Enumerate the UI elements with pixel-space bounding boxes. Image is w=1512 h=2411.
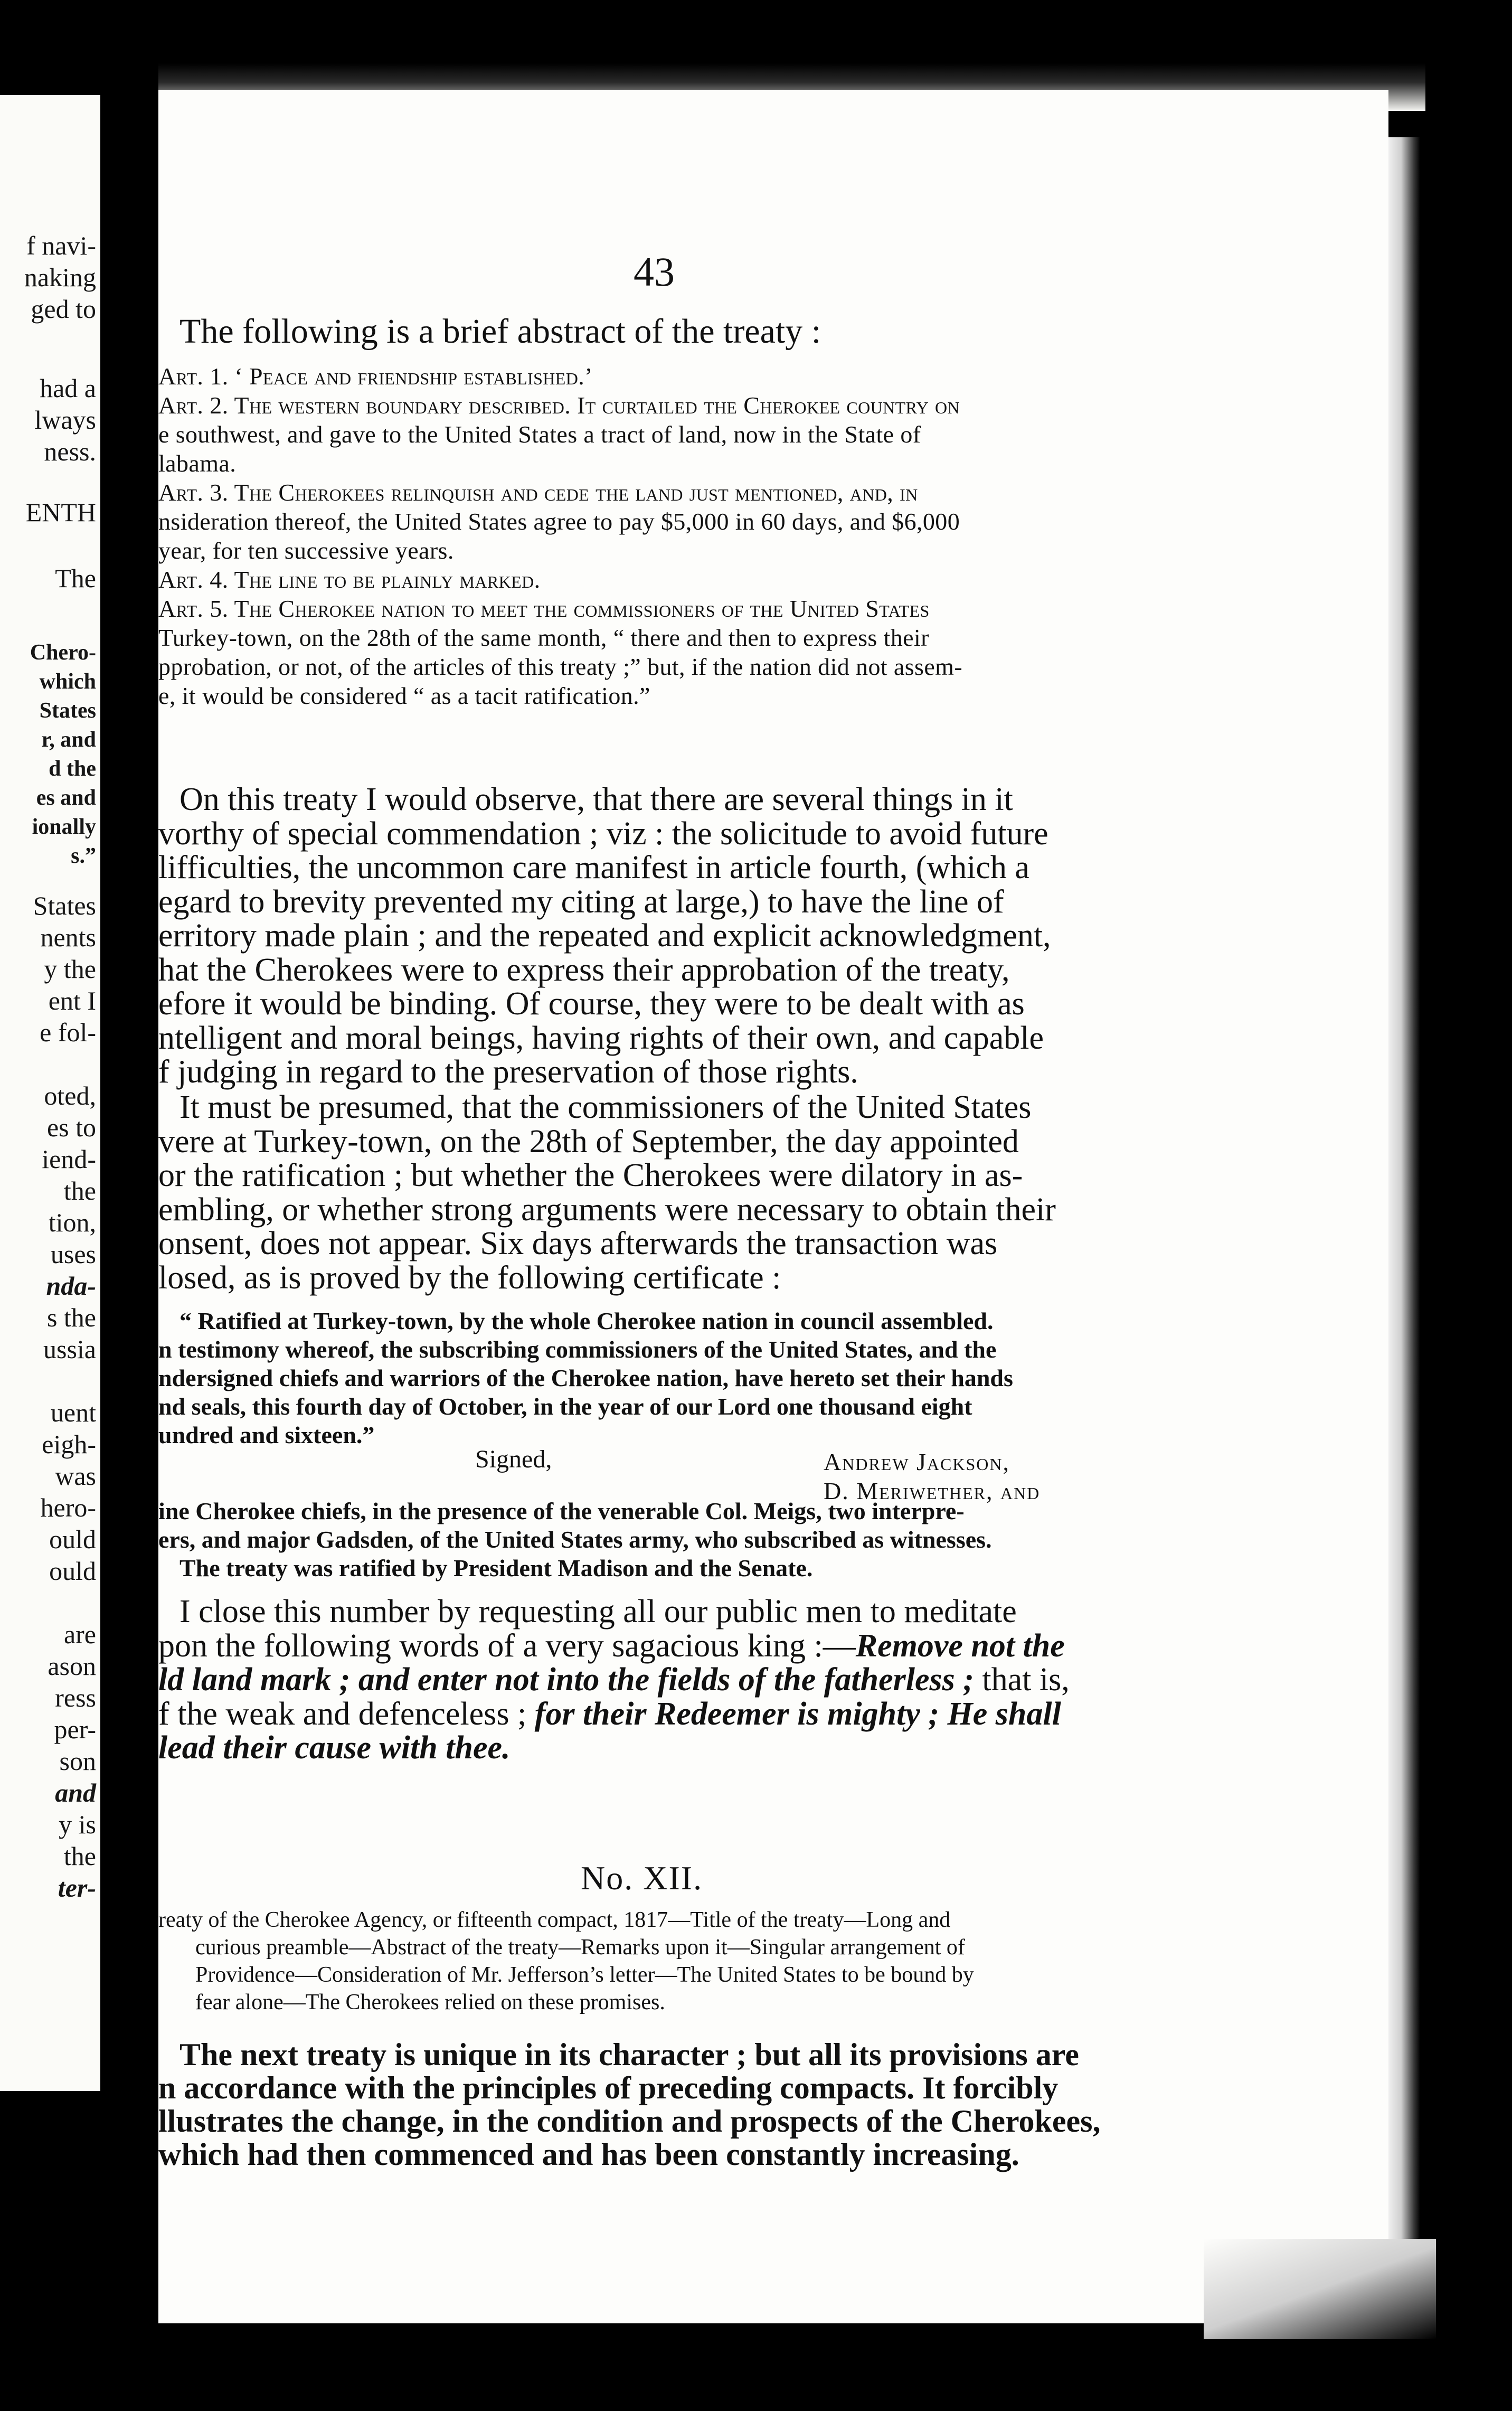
facing-page-word: States bbox=[33, 891, 96, 920]
synopsis-line: curious preamble—Abstract of the treaty—Remarks upon it—Singular arrangement of bbox=[195, 1935, 965, 1960]
closing-line-2-quote: Remove not the bbox=[855, 1627, 1065, 1664]
closing-line-5 bbox=[158, 1731, 1388, 1765]
observations-line: f judging in regard to the preservation of those rights. bbox=[158, 1054, 858, 1090]
presumed-line: losed, as is proved by the following certificate : bbox=[158, 1259, 781, 1296]
treaty-article-line: Art. 1. ‘ Peace and friendship established.’ bbox=[158, 363, 593, 390]
facing-page-fragment bbox=[0, 95, 100, 2091]
treaty-article-line: Art. 2. The western boundary described. It curtailed the Cherokee country on bbox=[158, 392, 960, 419]
closing-line-4-text: f the weak and defenceless ; bbox=[158, 1696, 535, 1732]
treaty-article-line: pprobation, or not, of the articles of this treaty ;” but, if the nation did not assem- bbox=[158, 653, 963, 680]
certificate-line: “ Ratified at Turkey-town, by the whole Cherokee nation in council assembled. bbox=[179, 1307, 994, 1334]
facing-page-word: nda- bbox=[46, 1271, 96, 1301]
facing-page-word: ould bbox=[49, 1556, 96, 1586]
abstract-heading: The following is a brief abstract of the treaty : bbox=[179, 312, 821, 351]
facing-page-word: lways bbox=[34, 405, 96, 435]
presumed-line: embling, or whether strong arguments were necessary to obtain their bbox=[158, 1191, 1056, 1228]
page-number: 43 bbox=[634, 249, 675, 295]
witness-line: ine Cherokee chiefs, in the presence of the venerable Col. Meigs, two interpre- bbox=[158, 1498, 965, 1524]
treaty-article-line: Turkey-town, on the 28th of the same month, “ there and then to express their bbox=[158, 624, 929, 651]
treaty-article-line: e, it would be considered “ as a tacit ratification.” bbox=[158, 682, 650, 709]
presumed-line: or the ratification ; but whether the Cherokees were dilatory in as- bbox=[158, 1157, 1023, 1193]
facing-page-word: eigh- bbox=[42, 1429, 96, 1459]
facing-page-word: es and bbox=[36, 786, 96, 810]
facing-page-word: hero- bbox=[40, 1493, 96, 1522]
certificate-line: nd seals, this fourth day of October, in the year of our Lord one thousand eight bbox=[158, 1393, 972, 1420]
synopsis-line: reaty of the Cherokee Agency, or fifteenth compact, 1817—Title of the treaty—Long and bbox=[158, 1908, 951, 1932]
facing-page-word: are bbox=[63, 1619, 96, 1649]
presumed-line: vere at Turkey-town, on the 28th of September, the day appointed bbox=[158, 1123, 1019, 1160]
certificate-line: ndersigned chiefs and warriors of the Cherokee nation, have hereto set their hands bbox=[158, 1364, 1013, 1391]
facing-page-word: had a bbox=[40, 373, 96, 403]
observations-line: efore it would be binding. Of course, they were to be dealt with as bbox=[158, 986, 1025, 1022]
facing-page-word: f navi- bbox=[26, 231, 96, 260]
observations-line: egard to brevity prevented my citing at large,) to have the line of bbox=[158, 883, 1004, 920]
facing-page-word: which bbox=[39, 670, 96, 694]
facing-page-word: s.” bbox=[71, 844, 96, 868]
paragraph-presumed bbox=[158, 1090, 1388, 1295]
facing-page-word: Chero- bbox=[30, 641, 96, 665]
facing-page-word: d the bbox=[49, 757, 96, 781]
certificate-line: n testimony whereof, the subscribing commissioners of the United States, and the bbox=[158, 1336, 997, 1363]
witness-line: The treaty was ratified by President Madison and the Senate. bbox=[179, 1555, 813, 1581]
observations-line: ntelligent and moral beings, having rights of their own, and capable bbox=[158, 1020, 1044, 1056]
final-line: llustrates the change, in the condition and prospects of the Cherokees, bbox=[158, 2104, 1101, 2139]
facing-page-word: tion, bbox=[48, 1208, 96, 1237]
facing-page-word: The bbox=[55, 563, 96, 593]
final-line: which had then commenced and has been constantly increasing. bbox=[158, 2137, 1019, 2172]
facing-page-word: son bbox=[59, 1746, 96, 1776]
facing-page-word: ress bbox=[55, 1683, 96, 1712]
page-edge-shadow bbox=[1388, 137, 1420, 2276]
final-line: The next treaty is unique in its character ; but all its provisions are bbox=[179, 2037, 1079, 2072]
facing-page-word: per- bbox=[54, 1715, 96, 1744]
scan-corner-shadow bbox=[1204, 2239, 1436, 2339]
facing-page-word: naking bbox=[24, 262, 96, 292]
signed-label: Signed, bbox=[475, 1445, 552, 1473]
observations-line: erritory made plain ; and the repeated and explicit acknowledgment, bbox=[158, 918, 1051, 954]
treaty-article-line: year, for ten successive years. bbox=[158, 537, 454, 564]
treaty-article-line: Art. 5. The Cherokee nation to meet the commissioners of the United States bbox=[158, 595, 930, 622]
facing-page-word: States bbox=[39, 699, 96, 723]
facing-page-word: e fol- bbox=[40, 1018, 96, 1047]
treaty-article-line: Art. 4. The line to be plainly marked. bbox=[158, 566, 541, 593]
treaty-article-line: Art. 3. The Cherokees relinquish and cede the land just mentioned, and, in bbox=[158, 479, 918, 506]
treaty-article-line: e southwest, and gave to the United States a tract of land, now in the State of bbox=[158, 421, 921, 448]
facing-page-word: nents bbox=[40, 922, 96, 952]
observations-line: hat the Cherokees were to express their approbation of the treaty, bbox=[158, 952, 1010, 988]
treaty-article-line: labama. bbox=[158, 450, 237, 477]
facing-page-word: uent bbox=[50, 1398, 96, 1427]
synopsis-line: Providence—Consideration of Mr. Jefferson’s letter—The United States to be bound by bbox=[195, 1963, 974, 1987]
signer-meriwether: D. Meriwether, and bbox=[824, 1477, 1041, 1504]
facing-page-word: r, and bbox=[41, 728, 96, 752]
closing-line-2 bbox=[158, 1629, 1388, 1663]
facing-page-word: iend- bbox=[42, 1144, 96, 1174]
closing-line-3-quote: ld land mark ; and enter not into the fields of the fatherless ; bbox=[158, 1662, 974, 1698]
facing-page-word: y is bbox=[59, 1810, 96, 1839]
closing-line-2-text: pon the following words of a very sagacious king :— bbox=[158, 1627, 856, 1664]
facing-page-word: ENTH bbox=[25, 497, 96, 527]
facing-page-word: ould bbox=[49, 1524, 96, 1554]
facing-page-word: oted, bbox=[44, 1081, 96, 1110]
facing-page-word: ionally bbox=[32, 815, 96, 839]
treaty-article-line: nsideration thereof, the United States agree to pay $5,000 in 60 days, and $6,000 bbox=[158, 508, 960, 535]
ratification-certificate bbox=[158, 1307, 1388, 1449]
facing-page-word: ussia bbox=[43, 1334, 96, 1364]
facing-page-word: the bbox=[63, 1176, 96, 1206]
closing-line-3 bbox=[158, 1663, 1388, 1697]
certificate-line: undred and sixteen.” bbox=[158, 1421, 375, 1448]
facing-page-word: uses bbox=[50, 1239, 96, 1269]
final-paragraph bbox=[158, 2038, 1388, 2171]
closing-line-4-quote: for their Redeemer is mighty ; He shall bbox=[534, 1696, 1061, 1732]
facing-page-word: es to bbox=[46, 1113, 96, 1142]
presumed-line: It must be presumed, that the commissioners of the United States bbox=[179, 1089, 1032, 1125]
section-number: No. XII. bbox=[581, 1859, 703, 1897]
closing-line-5-quote: lead their cause with thee. bbox=[158, 1730, 511, 1766]
paragraph-observations bbox=[158, 783, 1388, 1089]
signer-jackson: Andrew Jackson, bbox=[824, 1448, 1010, 1475]
treaty-articles bbox=[158, 362, 1352, 710]
closing-line-3-text: that is, bbox=[974, 1662, 1070, 1698]
closing-paragraph bbox=[158, 1595, 1388, 1765]
observations-line: On this treaty I would observe, that there are several things in it bbox=[179, 781, 1013, 817]
facing-page-word: was bbox=[55, 1461, 96, 1491]
witness-line: ers, and major Gadsden, of the United States army, who subscribed as witnesses. bbox=[158, 1526, 992, 1553]
facing-page-word: ent I bbox=[48, 986, 96, 1015]
facing-page-word: y the bbox=[44, 954, 96, 984]
facing-page-word: s the bbox=[46, 1303, 96, 1332]
book-page bbox=[158, 90, 1388, 2323]
witness-text bbox=[158, 1497, 1388, 1583]
observations-line: lifficulties, the uncommon care manifest in article fourth, (which a bbox=[158, 850, 1029, 886]
facing-page-word: ged to bbox=[31, 294, 96, 324]
final-line: n accordance with the principles of preceding compacts. It forcibly bbox=[158, 2070, 1059, 2105]
facing-page-word: ason bbox=[48, 1651, 96, 1681]
presumed-line: onsent, does not appear. Six days afterwards the transaction was bbox=[158, 1226, 998, 1261]
facing-page-word: ness. bbox=[44, 437, 96, 466]
facing-page-word: the bbox=[63, 1841, 96, 1871]
closing-line-4 bbox=[158, 1697, 1388, 1731]
facing-page-word: and bbox=[55, 1778, 96, 1807]
facing-page-word: ter- bbox=[58, 1873, 96, 1903]
observations-line: vorthy of special commendation ; viz : the solicitude to avoid future bbox=[158, 815, 1048, 852]
closing-line-1: I close this number by requesting all our public men to meditate bbox=[179, 1594, 1017, 1630]
synopsis-line: fear alone—The Cherokees relied on these promises. bbox=[195, 1990, 665, 2014]
section-synopsis bbox=[158, 1906, 1388, 2016]
